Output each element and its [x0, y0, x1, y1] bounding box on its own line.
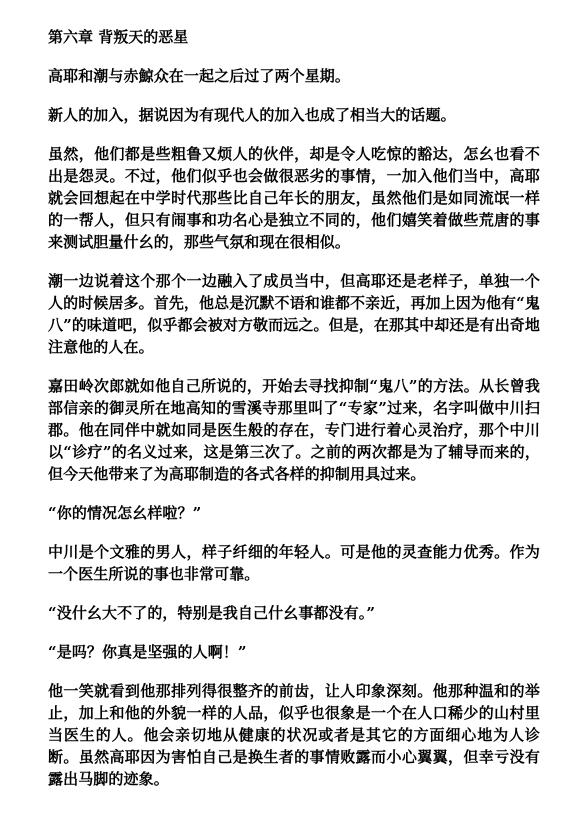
paragraph: “你的情况怎幺样啦？” — [48, 504, 202, 522]
paragraph: “是吗？你真是坚强的人啊！” — [48, 643, 247, 661]
document-page — [48, 26, 540, 807]
paragraph: 虽然，他们都是些粗鲁又烦人的伙伴，却是令人吃惊的豁达，怎幺也看不出是怨灵。不过，他们似乎也会做很恶劣的事情，一加入他们当中，高耶就会回想起在中学时代那些比自己年长的朋友，虽然他们是如同流氓一样的一帮人，但只有闹事和功名心是独立不同的，他们嬉笑着做些荒唐的事来测试胆量什幺的，那些气氛和现在很相似。 — [48, 145, 540, 251]
paragraph: 中川是个文雅的男人，样子纤细的年轻人。可是他的灵查能力优秀。作为一个医生所说的事也非常可靠。 — [48, 543, 540, 583]
paragraph: 高耶和潮与赤鯨众在一起之后过了两个星期。 — [48, 67, 351, 85]
paragraph: 他一笑就看到他那排列得很整齐的前齿，让人印象深刻。他那种温和的举止，加上和他的外貌一样的人品，似乎也很象是一个在人口稀少的山村里当医生的人。他会亲切地从健康的状况或者是其它的方面细心地为人诊断。虽然高耶因为害怕自己是换生者的事情败露而小心翼翼，但幸亏没有露出马脚的迹象。 — [48, 682, 540, 788]
chapter-title: 第六章 背叛天的恶星 — [48, 28, 189, 46]
paragraph: “没什幺大不了的，特别是我自己什幺事都没有。” — [48, 604, 376, 622]
paragraph: 潮一边说着这个那个一边融入了成员当中，但高耶还是老样子，单独一个人的时候居多。首先，他总是沉默不语和谁都不亲近，再加上因为他有“鬼八”的味道吧，似乎都会被对方敬而远之。但是，在那其中却还是有出奇地注意他的人在。 — [48, 272, 540, 356]
paragraph: 新人的加入，据说因为有现代人的加入也成了相当大的话题。 — [48, 106, 456, 124]
paragraph: 嘉田岭次郎就如他自己所说的，开始去寻找抑制“鬼八”的方法。从长曾我部信亲的御灵所在地高知的雪溪寺那里叫了“专家”过来，名字叫做中川扫郡。他在同伴中就如同是医生般的存在，专门进行着心灵治疗，那个中川以“诊疗”的名义过来，这是第三次了。之前的两次都是为了辅导而来的，但今天他带来了为高耶制造的各式各样的抑制用具过来。 — [48, 377, 540, 483]
